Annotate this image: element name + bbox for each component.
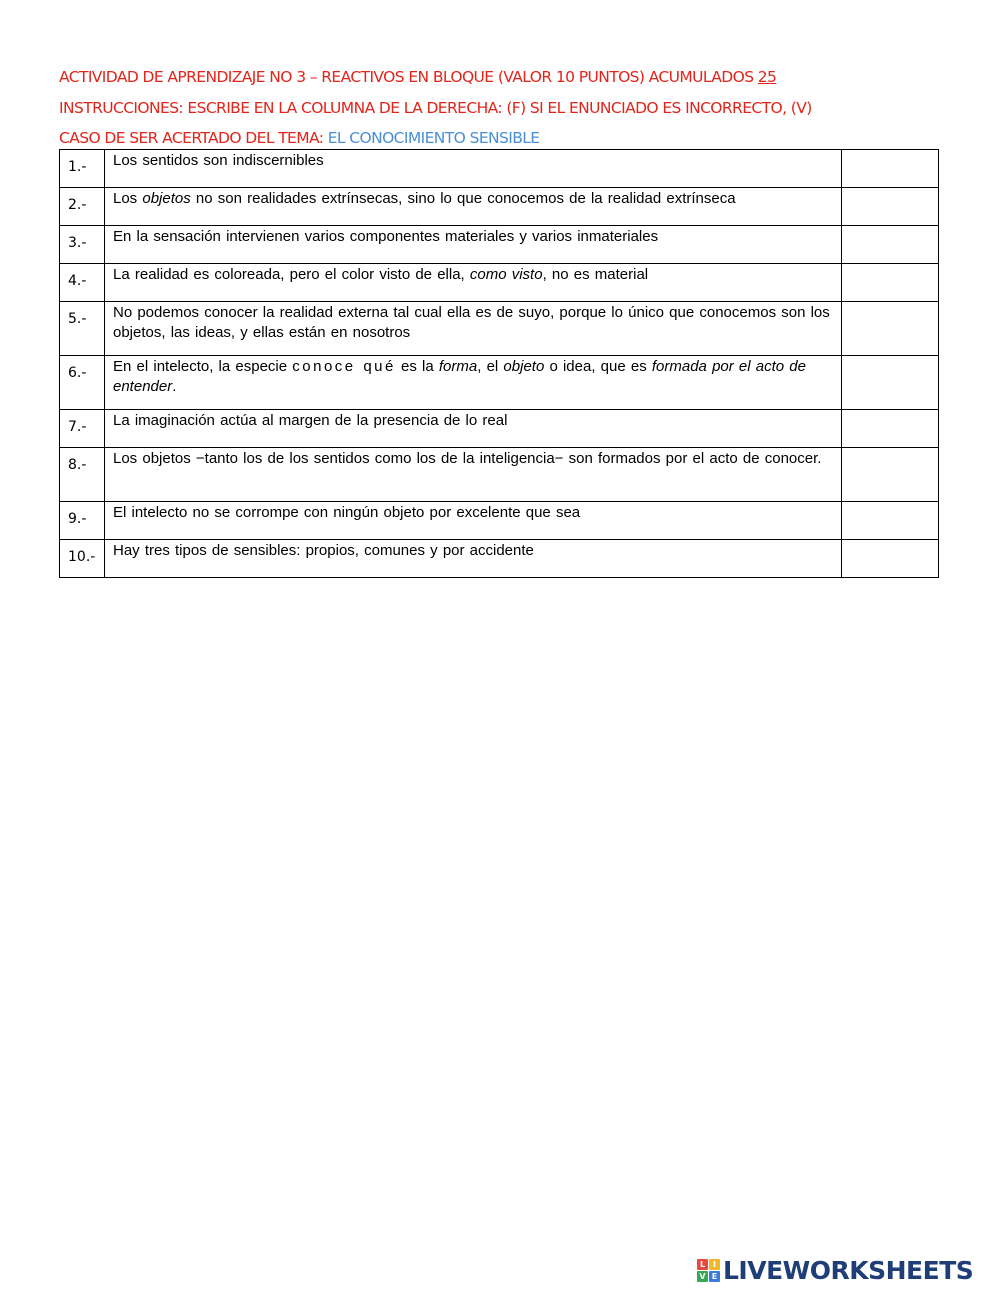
item-number: 3.-	[60, 226, 105, 264]
table-row	[60, 448, 939, 502]
topic-title: EL CONOCIMIENTO SENSIBLE	[327, 129, 540, 147]
answer-box[interactable]	[842, 356, 939, 410]
logo-text: LIVEWORKSHEETS	[723, 1255, 974, 1285]
item-statement: Hay tres tipos de sensibles: propios, comunes y por accidente	[105, 540, 842, 578]
table-row	[60, 356, 939, 410]
item-statement	[105, 264, 842, 302]
logo-letter-l: L	[697, 1259, 708, 1270]
accumulated-score: 25	[757, 68, 777, 86]
answer-box[interactable]	[842, 540, 939, 578]
statement-emphasis: objetos	[142, 190, 191, 207]
table-row	[60, 226, 939, 264]
statement-text: En el intelecto, la especie	[113, 358, 293, 375]
statement-text: , el	[477, 358, 504, 375]
item-statement: La imaginación actúa al margen de la presencia de lo real	[105, 410, 842, 448]
answer-box[interactable]	[842, 188, 939, 226]
item-number: 10.-	[60, 540, 105, 578]
answer-box[interactable]	[842, 410, 939, 448]
true-false-table	[59, 149, 939, 578]
activity-title-text: ACTIVIDAD DE APRENDIZAJE NO 3 – REACTIVOS EN BLOQUE (VALOR 10 PUNTOS) ACUMULADOS	[59, 68, 758, 86]
statement-text: , no es material	[542, 266, 649, 283]
answer-box[interactable]	[842, 264, 939, 302]
answer-box[interactable]	[842, 448, 939, 502]
item-statement	[105, 356, 842, 410]
statement-emphasis: forma	[438, 358, 478, 375]
item-statement: Los sentidos son indiscernibles	[105, 150, 842, 188]
logo-letter-v: V	[697, 1271, 708, 1282]
answer-box[interactable]	[842, 302, 939, 356]
statement-emphasis: formada por el acto de entender	[113, 358, 806, 395]
item-statement	[105, 188, 842, 226]
item-statement: En la sensación intervienen varios componentes materiales y varios inmateriales	[105, 226, 842, 264]
answer-box[interactable]	[842, 150, 939, 188]
statement-emphasis: como visto	[469, 266, 543, 283]
statement-text: es la	[395, 358, 439, 375]
statement-text: o idea, que es	[544, 358, 652, 375]
table-row	[60, 264, 939, 302]
table-row	[60, 502, 939, 540]
activity-title	[59, 62, 959, 93]
statement-text: .	[172, 378, 177, 395]
activity-header	[59, 62, 959, 154]
item-number: 6.-	[60, 356, 105, 410]
statement-text: Los	[113, 190, 143, 207]
answer-box[interactable]	[842, 226, 939, 264]
item-number: 9.-	[60, 502, 105, 540]
liveworksheets-logo[interactable]	[697, 1256, 973, 1284]
item-number: 2.-	[60, 188, 105, 226]
item-statement: No podemos conocer la realidad externa tal cual ella es de suyo, porque lo único que conocemos son los objetos, las ideas, y ellas están en nosotros	[105, 302, 842, 356]
logo-letter-i: I	[709, 1259, 720, 1270]
item-number: 8.-	[60, 448, 105, 502]
table-row	[60, 302, 939, 356]
statement-text: no son realidades extrínsecas, sino lo que conocemos de la realidad extrínseca	[190, 190, 736, 207]
table-row	[60, 540, 939, 578]
item-number: 5.-	[60, 302, 105, 356]
statement-emphasis: objeto	[503, 358, 545, 375]
table-row	[60, 188, 939, 226]
item-number: 7.-	[60, 410, 105, 448]
instructions-continuation: CASO DE SER ACERTADO DEL TEMA:	[59, 129, 328, 147]
item-number: 1.-	[60, 150, 105, 188]
item-statement: Los objetos −tanto los de los sentidos como los de la inteligencia− son formados por el acto de conocer.	[105, 448, 842, 502]
instructions-line: INSTRUCCIONES: ESCRIBE EN LA COLUMNA DE LA DERECHA: (F) SI EL ENUNCIADO ES INCORRECTO, (V)	[59, 98, 812, 117]
item-statement: El intelecto no se corrompe con ningún objeto por excelente que sea	[105, 502, 842, 540]
liveworksheets-logo-icon	[697, 1259, 720, 1282]
item-number: 4.-	[60, 264, 105, 302]
logo-letter-e: E	[709, 1271, 720, 1282]
table-row	[60, 150, 939, 188]
answer-box[interactable]	[842, 502, 939, 540]
table-row	[60, 410, 939, 448]
statement-text: La realidad es coloreada, pero el color visto de ella,	[113, 266, 470, 283]
statement-spaced-text: conoce qué	[292, 358, 396, 375]
